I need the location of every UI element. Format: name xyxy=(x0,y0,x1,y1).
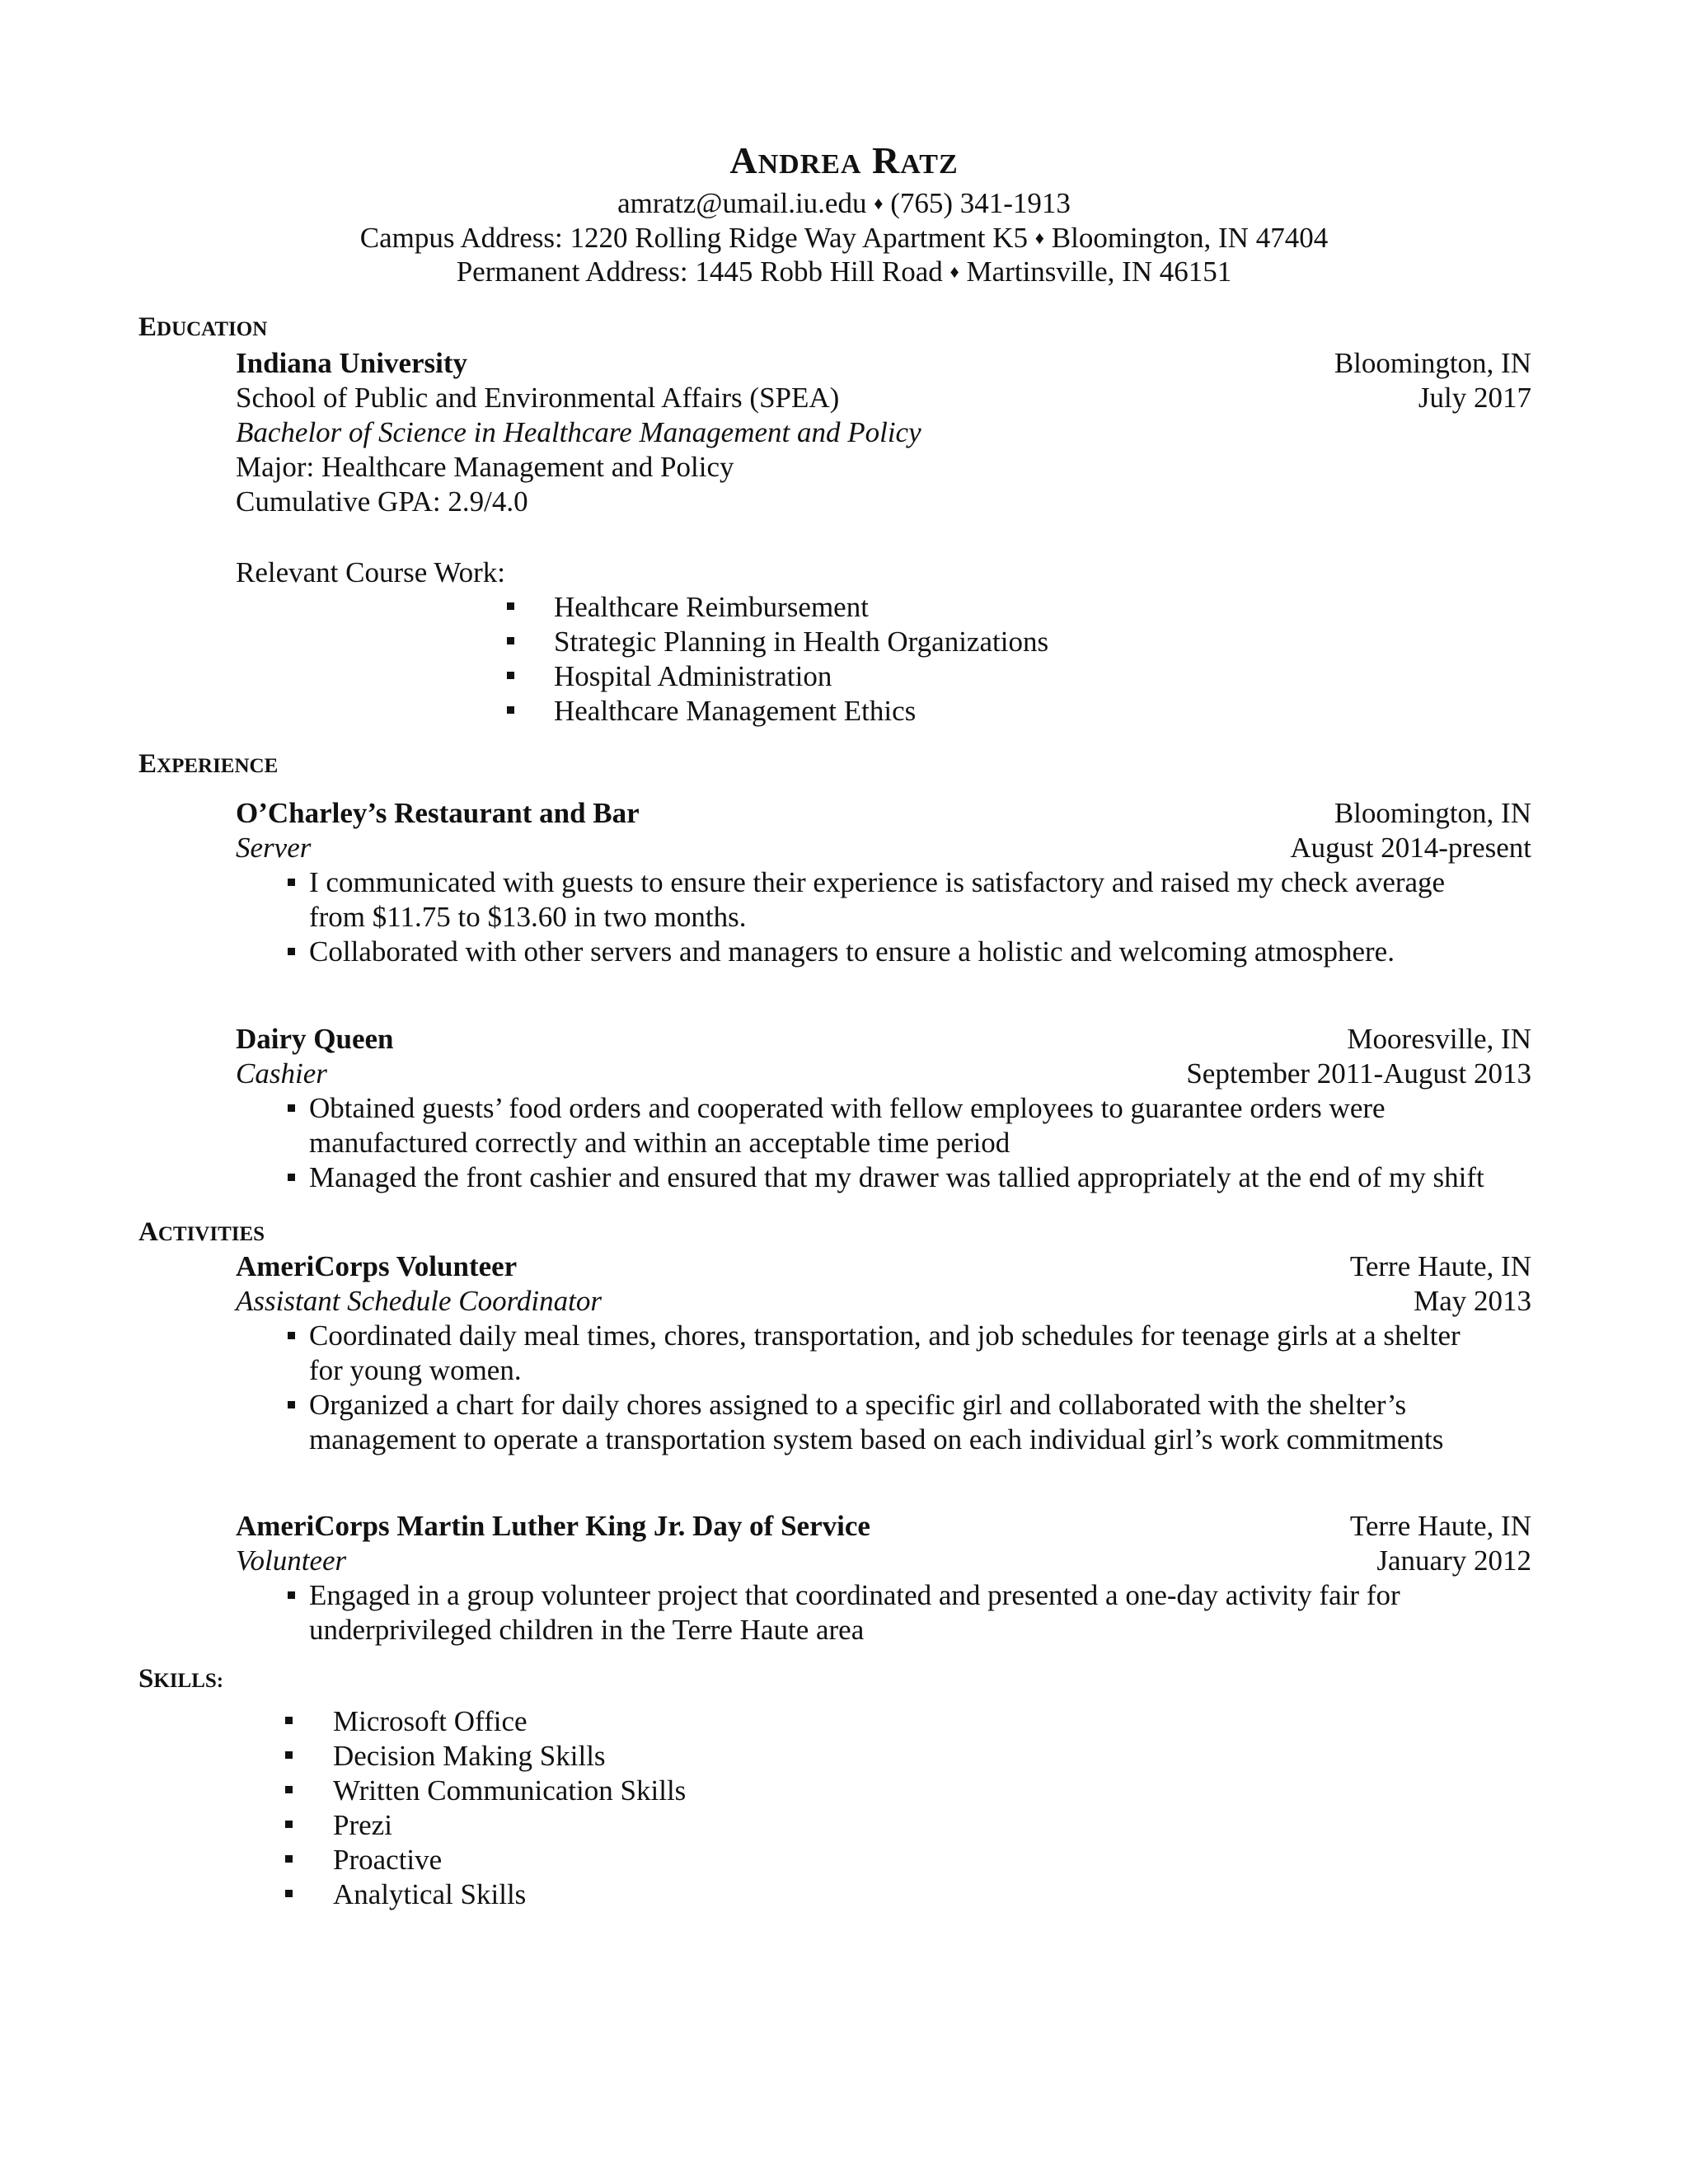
job-location: Mooresville, IN xyxy=(1347,1023,1531,1055)
activity-bullet-line: for young women. xyxy=(309,1354,522,1386)
activity-role: Assistant Schedule Coordinator xyxy=(236,1285,602,1317)
bullet-square-icon xyxy=(285,1751,293,1759)
skill-item: Proactive xyxy=(333,1844,443,1876)
activity-bullet-line: underprivileged children in the Terre Haute area xyxy=(309,1614,865,1646)
permanent-address: Permanent Address: 1445 Robb Hill Road ♦ Martinsville, IN 46151 xyxy=(456,255,1232,288)
major: Major: Healthcare Management and Policy xyxy=(236,451,734,483)
bullet-square-icon xyxy=(288,1401,295,1408)
bullet-square-icon xyxy=(507,637,514,644)
diamond-separator: ♦ xyxy=(874,193,884,213)
job-bullet-line: Obtained guests’ food orders and cooperated with fellow employees to guarantee orders were xyxy=(309,1092,1386,1124)
campus-address: Campus Address: 1220 Rolling Ridge Way Apartment K5 ♦ Bloomington, IN 47404 xyxy=(359,222,1329,254)
candidate-name: ANDREA RATZ xyxy=(729,139,959,181)
college-name: School of Public and Environmental Affairs (SPEA) xyxy=(236,382,840,414)
section-title-experience: EXPERIENCE xyxy=(138,749,279,779)
bullet-square-icon xyxy=(507,706,514,714)
activity-dates: May 2013 xyxy=(1414,1285,1531,1317)
job-dates: September 2011-August 2013 xyxy=(1186,1057,1531,1090)
bullet-square-icon xyxy=(507,602,514,610)
bullet-square-icon xyxy=(288,1104,295,1112)
job-dates: August 2014-present xyxy=(1290,832,1531,864)
activity-bullet-line: Organized a chart for daily chores assigned to a specific girl and collaborated with the shelter’s xyxy=(309,1389,1407,1421)
job-role: Cashier xyxy=(236,1057,327,1090)
bullet-square-icon xyxy=(285,1786,293,1793)
section-title-activities: ACTIVITIES xyxy=(138,1217,265,1247)
graduation-date: July 2017 xyxy=(1418,382,1531,414)
gpa: Cumulative GPA: 2.9/4.0 xyxy=(236,485,528,518)
bullet-square-icon xyxy=(285,1821,293,1828)
course-item: Strategic Planning in Health Organizations xyxy=(554,626,1049,658)
bullet-square-icon xyxy=(288,1332,295,1339)
school-location: Bloomington, IN xyxy=(1334,347,1531,379)
job-bullet-line: I communicated with guests to ensure their experience is satisfactory and raised my check average xyxy=(309,866,1446,898)
bullet-square-icon xyxy=(288,948,295,955)
skill-item: Written Communication Skills xyxy=(333,1774,687,1807)
skill-item: Decision Making Skills xyxy=(333,1740,606,1772)
bullet-square-icon xyxy=(285,1890,293,1897)
activity-location: Terre Haute, IN xyxy=(1349,1510,1531,1542)
activity-bullet-line: Coordinated daily meal times, chores, transportation, and job schedules for teenage girls at a shelter xyxy=(309,1319,1461,1352)
bullet-square-icon xyxy=(285,1855,293,1863)
skill-item: Prezi xyxy=(333,1809,392,1841)
course-item: Healthcare Reimbursement xyxy=(554,591,869,623)
section-title-education: EDUCATION xyxy=(138,312,268,342)
job-bullet-line: Managed the front cashier and ensured that my drawer was tallied appropriately at the end of my shift xyxy=(309,1161,1484,1193)
job-bullet-line: from $11.75 to $13.60 in two months. xyxy=(309,901,747,933)
skill-item: Analytical Skills xyxy=(333,1878,527,1910)
bullet-square-icon xyxy=(288,1591,295,1599)
job-location: Bloomington, IN xyxy=(1334,797,1531,829)
diamond-separator: ♦ xyxy=(950,261,959,282)
phone: (765) 341-1913 xyxy=(890,187,1071,219)
school-name: Indiana University xyxy=(236,347,468,379)
email: amratz@umail.iu.edu xyxy=(617,187,867,219)
job-organization: Dairy Queen xyxy=(236,1023,394,1055)
activity-organization: AmeriCorps Volunteer xyxy=(236,1250,518,1282)
activity-dates: January 2012 xyxy=(1376,1544,1531,1577)
bullet-square-icon xyxy=(288,879,295,886)
skill-item: Microsoft Office xyxy=(333,1705,528,1737)
contact-line xyxy=(0,189,1688,218)
job-bullet-line: Collaborated with other servers and managers to ensure a holistic and welcoming atmosphere. xyxy=(309,935,1395,968)
activity-location: Terre Haute, IN xyxy=(1349,1250,1531,1282)
job-organization: O’Charley’s Restaurant and Bar xyxy=(236,797,640,829)
diamond-separator: ♦ xyxy=(1034,227,1045,248)
bullet-square-icon xyxy=(285,1717,293,1724)
job-bullet-line: manufactured correctly and within an acceptable time period xyxy=(309,1127,1010,1159)
bullet-square-icon xyxy=(507,672,514,679)
activity-bullet-line: management to operate a transportation system based on each individual girl’s work commitments xyxy=(309,1423,1444,1455)
activity-bullet-line: Engaged in a group volunteer project that coordinated and presented a one-day activity fair for xyxy=(309,1579,1400,1611)
bullet-square-icon xyxy=(288,1174,295,1181)
section-title-skills: SKILLS: xyxy=(138,1664,224,1694)
activity-organization: AmeriCorps Martin Luther King Jr. Day of Service xyxy=(236,1510,870,1542)
course-item: Hospital Administration xyxy=(554,660,832,692)
job-role: Server xyxy=(236,832,312,864)
coursework-label: Relevant Course Work: xyxy=(236,556,506,588)
course-item: Healthcare Management Ethics xyxy=(554,695,917,727)
degree: Bachelor of Science in Healthcare Management and Policy xyxy=(236,416,921,448)
activity-role: Volunteer xyxy=(236,1544,347,1577)
